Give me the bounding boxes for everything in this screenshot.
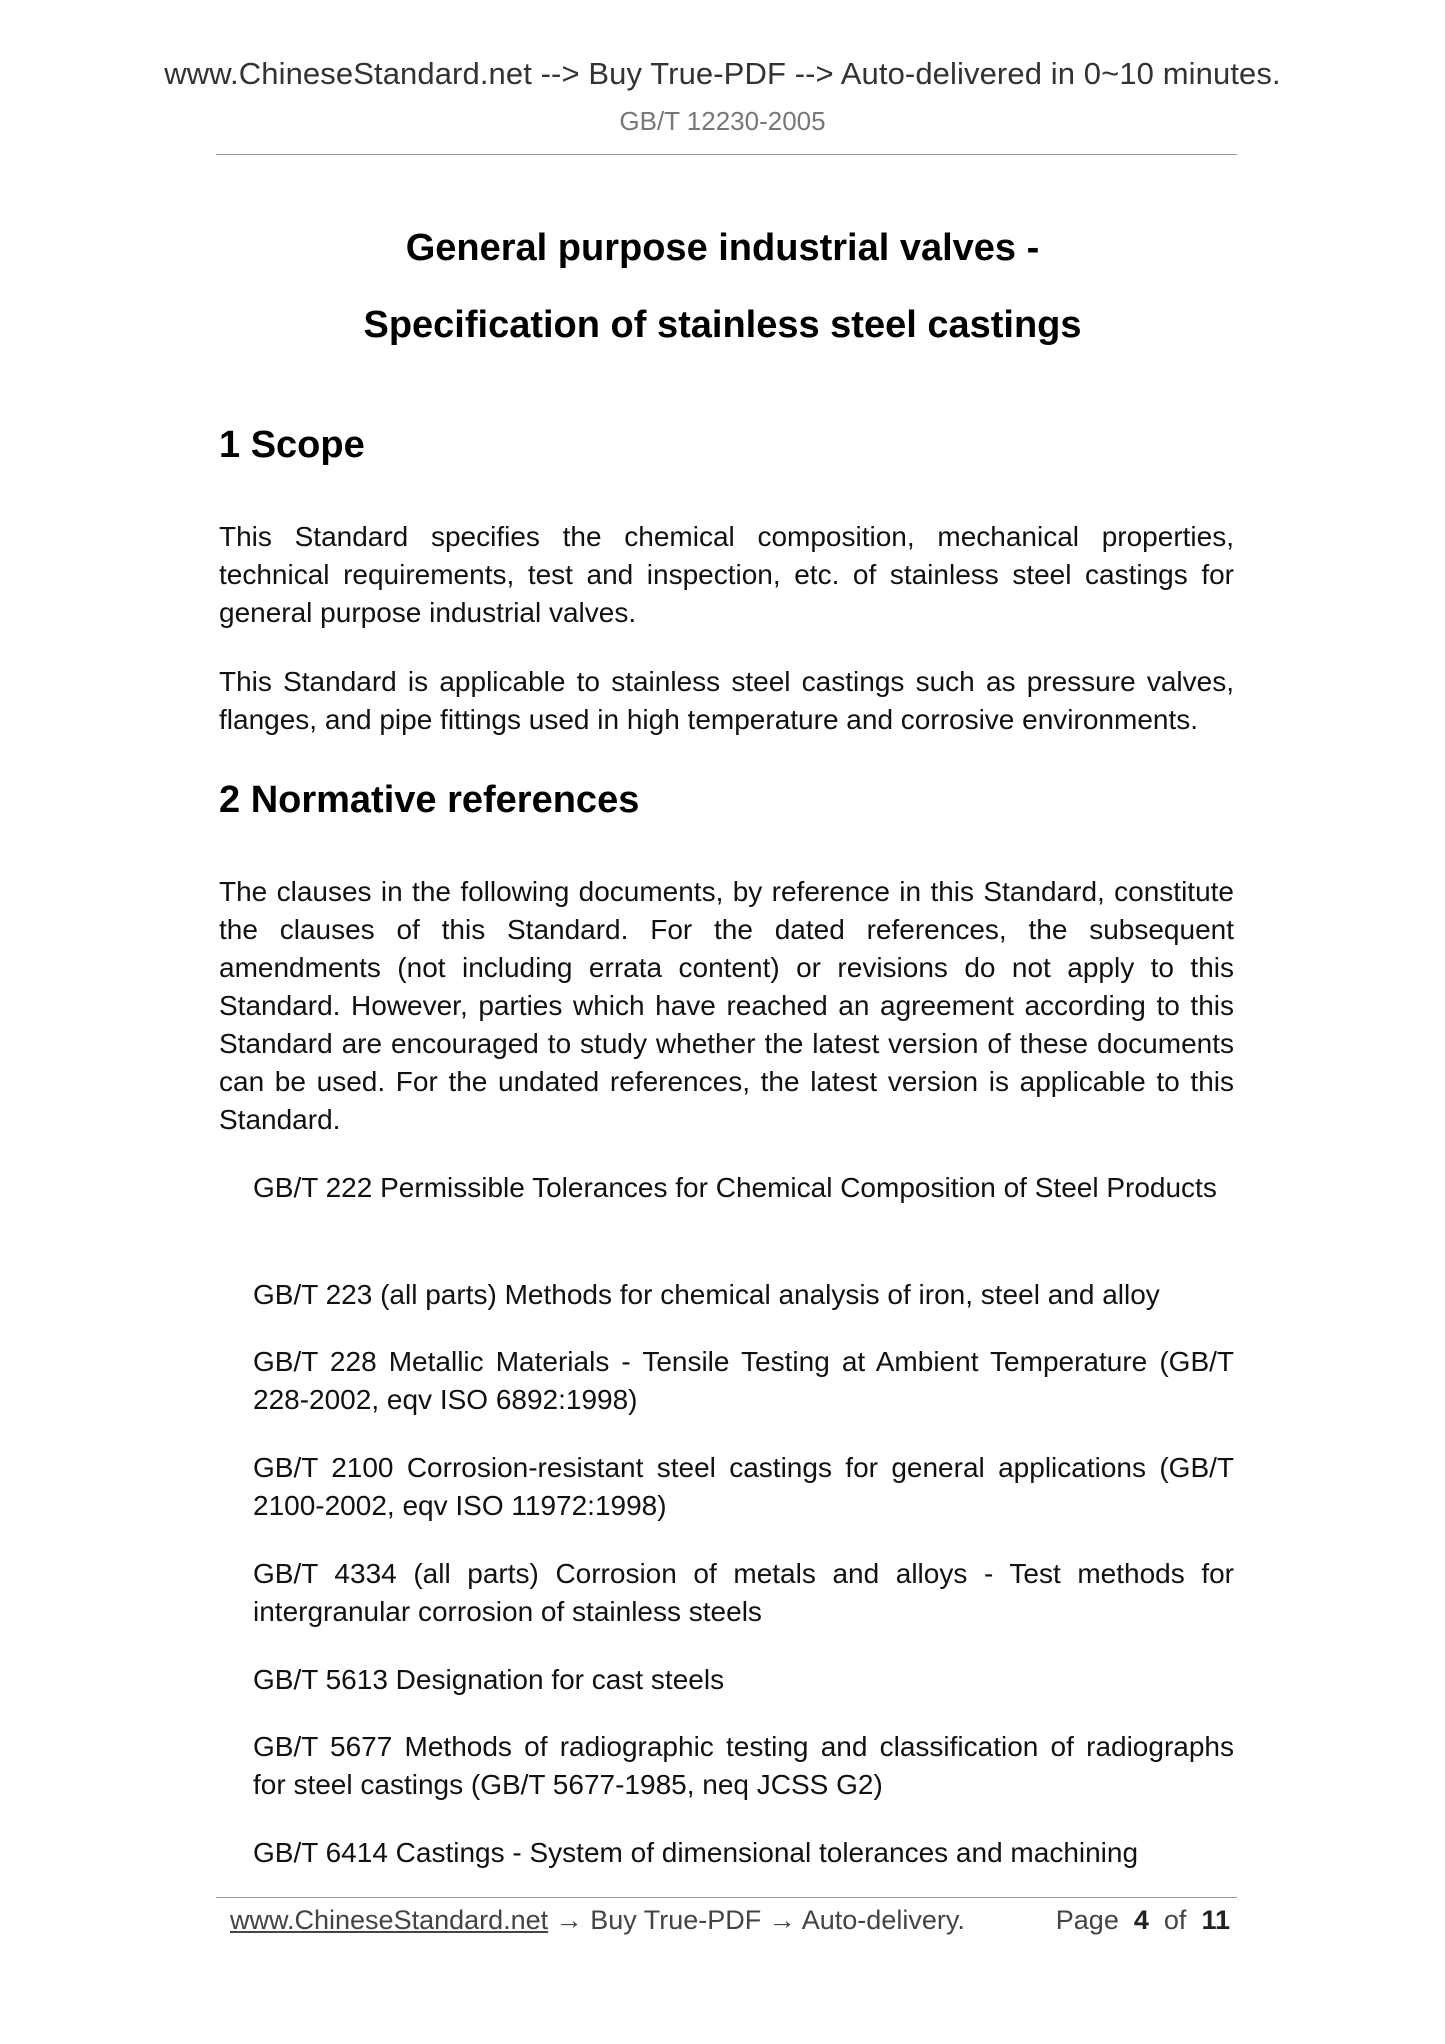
header-banner: www.ChineseStandard.net --> Buy True-PDF --> Auto-delivered in 0~10 minutes. (164, 56, 1281, 91)
document-title (0, 210, 1445, 364)
scope-paragraph-1 (219, 518, 1234, 632)
reference-item: GB/T 222 Permissible Tolerances for Chemical Composition of Steel Products (253, 1172, 1217, 1203)
reference-item: GB/T 5677 Methods of radiographic testing and classification of radiographs for steel castings (GB/T 5677-1985, neq JCSS G2) (253, 1731, 1234, 1800)
header-divider (216, 154, 1237, 155)
scope-paragraph-1-text: This Standard specifies the chemical composition, mechanical properties, technical requirements, test and inspection, etc. of stainless steel castings for general purpose industrial valves. (219, 521, 1234, 628)
footer-promo (230, 1900, 965, 1940)
reference-item: GB/T 223 (all parts) Methods for chemical analysis of iron, steel and alloy (253, 1279, 1160, 1310)
footer-delivery-text: Auto-delivery. (801, 1905, 965, 1935)
page-label: Page (1055, 1905, 1119, 1935)
reference-item: GB/T 5613 Designation for cast steels (253, 1664, 725, 1695)
reference-item: GB/T 228 Metallic Materials - Tensile Testing at Ambient Temperature (GB/T 228-2002, eqv ISO 6892:1998) (253, 1346, 1234, 1415)
page-number (1056, 1900, 1230, 1940)
page-current: 4 (1133, 1905, 1149, 1935)
title-line-2: Specification of stainless steel castings (363, 304, 1082, 346)
arrow-right-icon: → (761, 1905, 802, 1935)
section-2-heading: 2 Normative references (219, 779, 640, 821)
footer-divider (216, 1897, 1237, 1898)
reference-item: GB/T 6414 Castings - System of dimensional tolerances and machining (253, 1837, 1139, 1868)
section-1-heading: 1 Scope (219, 424, 365, 466)
page-total: 11 (1201, 1905, 1230, 1935)
scope-paragraph-2-text: This Standard is applicable to stainless steel castings such as pressure valves, flanges, and pipe fittings used in high temperature and corrosive environments. (219, 666, 1234, 735)
footer-buy-text: Buy True-PDF (590, 1905, 762, 1935)
normative-paragraph-text: The clauses in the following documents, by reference in this Standard, constitute the clauses of this Standard. For the dated references, the subsequent amendments (not including errata content) or revisions do not apply to this Standard. However, parties which have reached an agreement according to this Standard are encouraged to study whether the latest version of these documents can be used. For the undated references, the latest version is applicable to this Standard. (219, 876, 1234, 1135)
reference-item: GB/T 4334 (all parts) Corrosion of metals and alloys - Test methods for intergranular corrosion of stainless steels (253, 1558, 1234, 1627)
normative-paragraph (219, 873, 1234, 1139)
footer-site-link[interactable]: www.ChineseStandard.net (230, 1905, 549, 1935)
reference-item: GB/T 2100 Corrosion-resistant steel castings for general applications (GB/T 2100-2002, eqv ISO 11972:1998) (253, 1452, 1234, 1521)
scope-paragraph-2 (219, 663, 1234, 739)
page-of: of (1163, 1905, 1187, 1935)
arrow-right-icon: → (548, 1905, 591, 1935)
header-standard-number: GB/T 12230-2005 (619, 106, 826, 136)
title-line-1: General purpose industrial valves - (405, 227, 1040, 269)
page-header (0, 56, 1445, 137)
